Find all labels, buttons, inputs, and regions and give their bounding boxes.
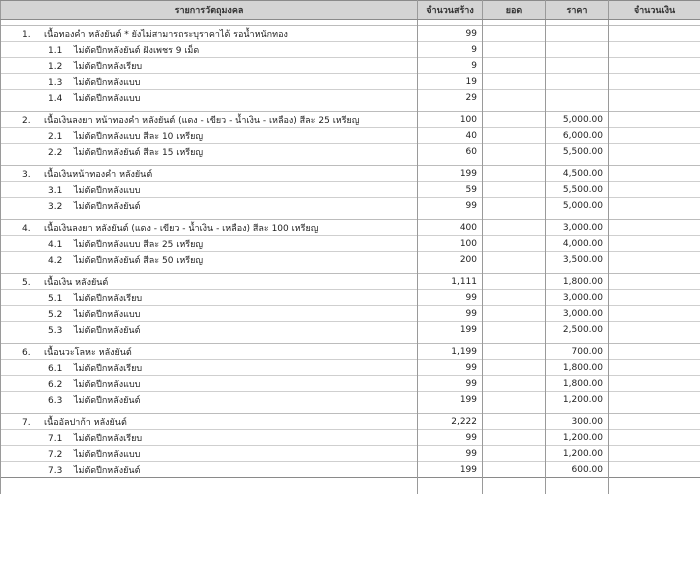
table-row: [1, 430, 700, 446]
item-label: ไม่ตัดปีกหลังยันต์ สีละ 15 เหรียญ: [74, 147, 204, 158]
item-label: ไม่ตัดปีกหลังแบบ: [74, 379, 141, 390]
item-label: ไม่ตัดปีกหลังยันต์: [74, 325, 141, 336]
item-cell: [1, 220, 418, 236]
amount-cell: [609, 290, 700, 306]
item-number: 1.3: [48, 77, 63, 88]
price-cell: [546, 58, 609, 74]
item-label: ไม่ตัดปีกหลังแบบ: [74, 77, 141, 88]
price-cell: [546, 26, 609, 42]
balance-cell: [483, 306, 546, 322]
qty-cell: 19: [418, 74, 483, 90]
price-cell: 3,000.00: [546, 290, 609, 306]
amount-cell: [609, 446, 700, 462]
qty-cell: 9: [418, 42, 483, 58]
item-cell: [1, 90, 418, 106]
header-item: รายการวัตถุมงคล: [1, 1, 418, 20]
item-label: ไม่ตัดปีกหลังแบบ: [74, 309, 141, 320]
item-number: 2.1: [48, 131, 63, 142]
group-row: [1, 414, 700, 430]
balance-cell: [483, 90, 546, 106]
table-row: [1, 322, 700, 338]
table-row: [1, 360, 700, 376]
amount-cell: [609, 42, 700, 58]
qty-cell: 59: [418, 182, 483, 198]
item-label: เนื้อเงินลงยา หลังยันต์ (แดง - เขียว - น้ำเงิน - เหลือง) สีละ 100 เหรียญ: [44, 223, 319, 234]
qty-cell: 99: [418, 376, 483, 392]
border-cell: [483, 478, 546, 494]
table-row: [1, 290, 700, 306]
qty-cell: 99: [418, 360, 483, 376]
qty-cell: 200: [418, 252, 483, 268]
table-row: [1, 462, 700, 478]
balance-cell: [483, 430, 546, 446]
item-number: 1.1: [48, 45, 63, 56]
price-cell: 1,200.00: [546, 392, 609, 408]
balance-cell: [483, 344, 546, 360]
amount-cell: [609, 344, 700, 360]
item-number: 1.2: [48, 61, 63, 72]
border-cell: [546, 478, 609, 494]
item-cell: [1, 26, 418, 42]
item-cell: [1, 144, 418, 160]
border-cell: [1, 478, 418, 494]
item-label: ไม่ตัดปีกหลังยันต์ ฝังเพชร 9 เม็ด: [74, 45, 200, 56]
amount-cell: [609, 74, 700, 90]
item-cell: [1, 462, 418, 478]
item-label: เนื้อเงินลงยา หน้าทองคำ หลังยันต์ (แดง - เขียว - น้ำเงิน - เหลือง) สีละ 25 เหรียญ: [44, 115, 360, 126]
balance-cell: [483, 392, 546, 408]
amount-cell: [609, 376, 700, 392]
table-row: [1, 306, 700, 322]
table-row: [1, 446, 700, 462]
balance-cell: [483, 322, 546, 338]
balance-cell: [483, 252, 546, 268]
item-cell: [1, 182, 418, 198]
balance-cell: [483, 144, 546, 160]
balance-cell: [483, 414, 546, 430]
qty-cell: 199: [418, 462, 483, 478]
price-cell: 5,500.00: [546, 182, 609, 198]
amount-cell: [609, 182, 700, 198]
table-body: [1, 20, 700, 494]
item-cell: [1, 42, 418, 58]
item-number: 3.1: [48, 185, 63, 196]
amount-cell: [609, 430, 700, 446]
amount-cell: [609, 462, 700, 478]
header-price: ราคา: [546, 1, 609, 20]
item-number: 7.2: [48, 449, 63, 460]
group-row: [1, 220, 700, 236]
qty-cell: 99: [418, 26, 483, 42]
item-cell: [1, 376, 418, 392]
qty-cell: 1,111: [418, 274, 483, 290]
item-label: ไม่ตัดปีกหลังแบบ: [74, 449, 141, 460]
item-number: 5.: [22, 277, 31, 288]
item-number: 7.: [22, 417, 31, 428]
header-amount: จำนวนเงิน: [609, 1, 700, 20]
price-cell: 1,200.00: [546, 430, 609, 446]
item-number: 5.3: [48, 325, 63, 336]
header-balance: ยอด: [483, 1, 546, 20]
header-row: [1, 1, 700, 20]
balance-cell: [483, 462, 546, 478]
balance-cell: [483, 446, 546, 462]
table-row: [1, 58, 700, 74]
item-cell: [1, 306, 418, 322]
group-row: [1, 112, 700, 128]
item-label: ไม่ตัดปีกหลังยันต์: [74, 201, 141, 212]
item-number: 1.: [22, 29, 31, 40]
price-cell: 6,000.00: [546, 128, 609, 144]
balance-cell: [483, 74, 546, 90]
amount-cell: [609, 306, 700, 322]
amount-cell: [609, 198, 700, 214]
item-number: 4.1: [48, 239, 63, 250]
table-row: [1, 74, 700, 90]
item-label: ไม่ตัดปีกหลังเรียบ: [74, 363, 143, 374]
balance-cell: [483, 128, 546, 144]
item-number: 6.: [22, 347, 31, 358]
amount-cell: [609, 26, 700, 42]
qty-cell: 199: [418, 392, 483, 408]
balance-cell: [483, 26, 546, 42]
table-row: [1, 198, 700, 214]
item-label: ไม่ตัดปีกหลังยันต์: [74, 465, 141, 476]
price-cell: 3,500.00: [546, 252, 609, 268]
table-row: [1, 236, 700, 252]
item-label: ไม่ตัดปีกหลังแบบ สีละ 10 เหรียญ: [74, 131, 204, 142]
item-label: ไม่ตัดปีกหลังเรียบ: [74, 61, 143, 72]
item-number: 6.1: [48, 363, 63, 374]
item-cell: [1, 252, 418, 268]
amount-cell: [609, 128, 700, 144]
qty-cell: 199: [418, 322, 483, 338]
qty-cell: 2,222: [418, 414, 483, 430]
table-row: [1, 128, 700, 144]
balance-cell: [483, 112, 546, 128]
item-label: ไม่ตัดปีกหลังเรียบ: [74, 433, 143, 444]
amount-cell: [609, 112, 700, 128]
price-cell: [546, 74, 609, 90]
table-row: [1, 182, 700, 198]
table-row: [1, 144, 700, 160]
price-cell: 600.00: [546, 462, 609, 478]
item-label: ไม่ตัดปีกหลังแบบ: [74, 185, 141, 196]
qty-cell: 9: [418, 58, 483, 74]
qty-cell: 99: [418, 290, 483, 306]
amount-cell: [609, 144, 700, 160]
item-label: เนื้อนวะโลหะ หลังยันต์: [44, 347, 132, 358]
balance-cell: [483, 360, 546, 376]
item-label: เนื้อเงิน หลังยันต์: [44, 277, 109, 288]
amount-cell: [609, 166, 700, 182]
table-bottom-border: [1, 478, 700, 494]
amount-cell: [609, 360, 700, 376]
qty-cell: 29: [418, 90, 483, 106]
balance-cell: [483, 42, 546, 58]
item-label: ไม่ตัดปีกหลังยันต์: [74, 395, 141, 406]
item-number: 3.2: [48, 201, 63, 212]
table-row: [1, 90, 700, 106]
price-cell: [546, 90, 609, 106]
amount-cell: [609, 220, 700, 236]
group-row: [1, 26, 700, 42]
item-cell: [1, 360, 418, 376]
item-label: เนื้อเงินหน้าทองคำ หลังยันต์: [44, 169, 153, 180]
price-cell: 4,500.00: [546, 166, 609, 182]
item-number: 5.1: [48, 293, 63, 304]
balance-cell: [483, 376, 546, 392]
header-qty: จำนวนสร้าง: [418, 1, 483, 20]
balance-cell: [483, 220, 546, 236]
qty-cell: 1,199: [418, 344, 483, 360]
qty-cell: 99: [418, 446, 483, 462]
item-label: เนื้อทองคำ หลังยันต์ * ยังไม่สามารถระบุราคาได้ รอน้ำหนักทอง: [44, 29, 288, 40]
item-label: ไม่ตัดปีกหลังแบบ: [74, 93, 141, 104]
group-row: [1, 166, 700, 182]
amount-cell: [609, 322, 700, 338]
balance-cell: [483, 166, 546, 182]
balance-cell: [483, 58, 546, 74]
price-cell: 5,000.00: [546, 198, 609, 214]
balance-cell: [483, 274, 546, 290]
price-cell: 3,000.00: [546, 306, 609, 322]
item-label: ไม่ตัดปีกหลังเรียบ: [74, 293, 143, 304]
qty-cell: 99: [418, 198, 483, 214]
border-cell: [418, 478, 483, 494]
balance-cell: [483, 198, 546, 214]
amount-cell: [609, 58, 700, 74]
table-row: [1, 376, 700, 392]
table-row: [1, 392, 700, 408]
group-row: [1, 274, 700, 290]
item-cell: [1, 236, 418, 252]
item-cell: [1, 430, 418, 446]
price-cell: 4,000.00: [546, 236, 609, 252]
item-cell: [1, 274, 418, 290]
table-row: [1, 42, 700, 58]
item-cell: [1, 446, 418, 462]
price-cell: 300.00: [546, 414, 609, 430]
item-label: ไม่ตัดปีกหลังยันต์ สีละ 50 เหรียญ: [74, 255, 204, 266]
item-cell: [1, 392, 418, 408]
qty-cell: 60: [418, 144, 483, 160]
item-cell: [1, 128, 418, 144]
item-number: 4.2: [48, 255, 63, 266]
item-cell: [1, 58, 418, 74]
price-cell: 5,500.00: [546, 144, 609, 160]
amount-cell: [609, 90, 700, 106]
price-cell: 1,800.00: [546, 376, 609, 392]
item-number: 7.3: [48, 465, 63, 476]
item-cell: [1, 414, 418, 430]
item-cell: [1, 74, 418, 90]
border-cell: [609, 478, 700, 494]
qty-cell: 100: [418, 112, 483, 128]
item-number: 6.3: [48, 395, 63, 406]
amount-cell: [609, 236, 700, 252]
qty-cell: 199: [418, 166, 483, 182]
amount-cell: [609, 252, 700, 268]
balance-cell: [483, 182, 546, 198]
qty-cell: 400: [418, 220, 483, 236]
item-number: 2.2: [48, 147, 63, 158]
item-number: 5.2: [48, 309, 63, 320]
item-number: 3.: [22, 169, 31, 180]
qty-cell: 100: [418, 236, 483, 252]
price-cell: 2,500.00: [546, 322, 609, 338]
amount-cell: [609, 274, 700, 290]
price-cell: [546, 42, 609, 58]
item-cell: [1, 344, 418, 360]
price-cell: 1,200.00: [546, 446, 609, 462]
item-number: 1.4: [48, 93, 63, 104]
balance-cell: [483, 236, 546, 252]
amount-cell: [609, 392, 700, 408]
item-label: เนื้ออัลปาก้า หลังยันต์: [44, 417, 127, 428]
price-cell: 1,800.00: [546, 360, 609, 376]
price-cell: 700.00: [546, 344, 609, 360]
item-cell: [1, 322, 418, 338]
table-row: [1, 252, 700, 268]
item-number: 6.2: [48, 379, 63, 390]
item-number: 4.: [22, 223, 31, 234]
price-cell: 1,800.00: [546, 274, 609, 290]
item-cell: [1, 112, 418, 128]
qty-cell: 40: [418, 128, 483, 144]
qty-cell: 99: [418, 430, 483, 446]
amount-cell: [609, 414, 700, 430]
balance-cell: [483, 290, 546, 306]
item-label: ไม่ตัดปีกหลังแบบ สีละ 25 เหรียญ: [74, 239, 204, 250]
item-number: 7.1: [48, 433, 63, 444]
item-number: 2.: [22, 115, 31, 126]
price-cell: 5,000.00: [546, 112, 609, 128]
item-cell: [1, 198, 418, 214]
price-cell: 3,000.00: [546, 220, 609, 236]
item-cell: [1, 290, 418, 306]
group-row: [1, 344, 700, 360]
qty-cell: 99: [418, 306, 483, 322]
item-cell: [1, 166, 418, 182]
